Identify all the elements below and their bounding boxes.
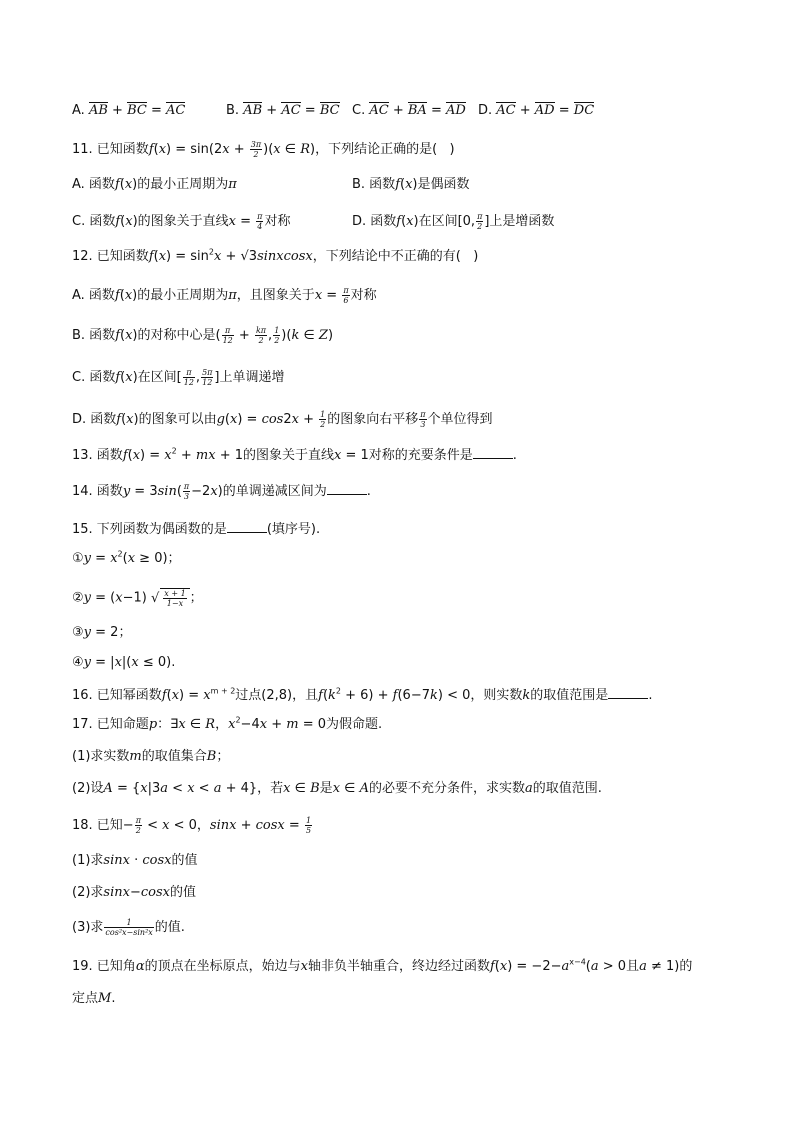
- q17-part-1: (1)求实数m的取值集合B；: [72, 749, 230, 764]
- q11-option-b: B. 函数f(x)是偶函数: [352, 177, 470, 192]
- q11-stem: 11. 已知函数f(x) = sin(2x + $\frac{3\pi}{2}$ )(x ∈ R)，下列结论正确的是( ): [72, 140, 455, 159]
- q10-option-d: D. AC + AD = DC: [478, 103, 595, 118]
- q11-option-c: C. 函数f(x)的图象关于直线x = $\frac{\pi}{4}$ 对称: [72, 212, 291, 231]
- q11-option-a: A. 函数f(x)的最小正周期为π: [72, 177, 237, 192]
- q18-part-2: (2)求sinx−cosx的值: [72, 885, 197, 900]
- q10-option-a: A. AB + BC = AC: [72, 103, 186, 118]
- q11-option-d: D. 函数f(x)在区间[0, $\frac{\pi}{2}$ ]上是增函数: [352, 212, 555, 231]
- q15-item-4: ④y = |x|(x ≤ 0).: [72, 655, 176, 670]
- q19-line-1: 19. 已知角α的顶点在坐标原点，始边与x轴非负半轴重合，终边经过函数$f(x) = -2-a^{x-4}(a > 0$且a ≠ 1)的: [72, 957, 693, 974]
- q16: 16. 已知幂函数$f(x) = x^{m + 2}$过点(2,8)，且$f(k^2 + 6) + f(6-7k) < 0$，则实数k的取值范围是 .: [72, 686, 653, 703]
- q17-part-2: (2)设A = {x|3a < x < a + 4}，若x ∈ B是x ∈ A的必要不充分条件，求实数a的取值范围.: [72, 781, 602, 796]
- q18-part-1: (1)求sinx · cosx的值: [72, 853, 198, 868]
- q15-item-1: ①y = $x^2(x \ge 0)$；: [72, 549, 181, 566]
- q12-option-d: D. 函数f(x)的图象可以由g(x) = cos2x + $\frac{1}{2}$ 的图象向右平移 $\frac{\pi}{3}$ 个单位得到: [72, 410, 493, 429]
- q12-option-a: A. 函数f(x)的最小正周期为π，且图象关于x = $\frac{\pi}{6}$ 对称: [72, 286, 377, 305]
- q12-option-c: C. 函数f(x)在区间[ $\frac{\pi}{12}$ , $\frac{5\pi}{12}$ ]上单调递增: [72, 368, 285, 387]
- q18-part-3: (3)求 $\frac{1}{\text{cos²x−sin²x}}$ 的值.: [72, 918, 185, 937]
- q10-option-c: C. AC + BA = AD: [352, 103, 466, 118]
- q10-option-b: B. AB + AC = BC: [226, 103, 340, 118]
- q15-item-3: ③y = 2；: [72, 625, 132, 640]
- q15-item-2: ②y = (x−1) √ $\frac{x + 1}{1-x}$ ；: [72, 589, 203, 608]
- q12-stem: 12. 已知函数$f(x) = \sin^2x$ + √3sinxcosx，下列结论中不正确的有( ): [72, 247, 479, 264]
- q17-stem: 17. 已知命题p：∃x ∈ R，$x^2-4x + m = 0$为假命题.: [72, 715, 383, 732]
- q18-stem: 18. 已知− $\frac{\pi}{2}$ < x < 0，sinx + cosx = $\frac{1}{5}$: [72, 816, 312, 835]
- q12-option-b: B. 函数f(x)的对称中心是( $\frac{\pi}{12}$ + $\frac{k\pi}{2}$ , $\frac{1}{2}$ )(k ∈ Z): [72, 326, 334, 345]
- q19-line-2: 定点M.: [72, 991, 116, 1006]
- q13: 13. 函数$f(x) = x^2$ + mx + 1的图象关于直线x = 1对称的充要条件是 .: [72, 446, 517, 463]
- q15-stem: 15. 下列函数为偶函数的是 (填序号).: [72, 522, 321, 537]
- q14: 14. 函数y = 3sin( $\frac{\pi}{3}$ −2x)的单调递减区间为 .: [72, 482, 371, 501]
